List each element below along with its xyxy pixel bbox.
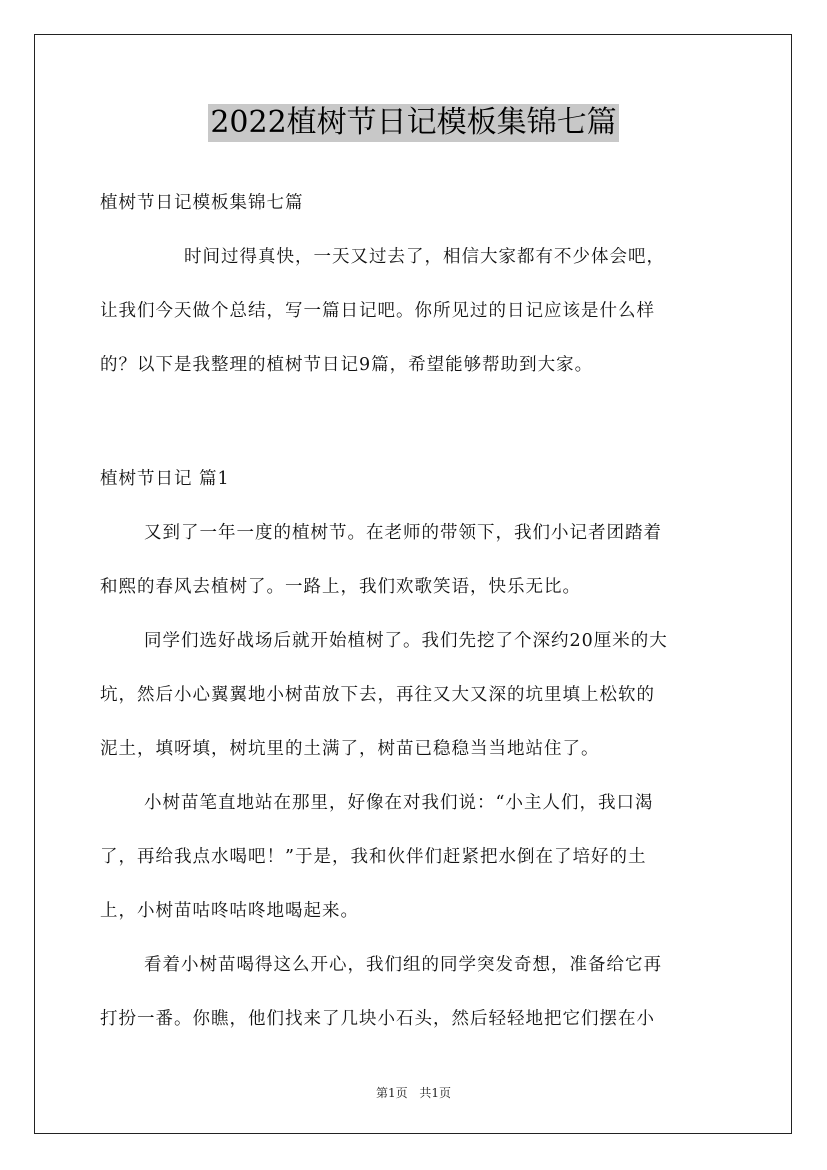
page-total: 共1页 — [419, 1086, 452, 1100]
document-subtitle: 植树节日记模板集锦七篇 — [100, 193, 304, 213]
section-heading: 植树节日记 篇1 — [100, 469, 230, 489]
spacer — [100, 392, 728, 452]
paragraph-line: 又到了一年一度的植树节。在老师的带领下，我们小记者团踏着 — [144, 523, 662, 543]
paragraph-line: 看着小树苗喝得这么开心，我们组的同学突发奇想，准备给它再 — [144, 955, 662, 975]
paragraph-line: 打扮一番。你瞧，他们找来了几块小石头，然后轻轻地把它们摆在小 — [100, 1009, 655, 1029]
intro-line: 时间过得真快，一天又过去了，相信大家都有不少体会吧， — [184, 247, 665, 267]
intro-line: 的？以下是我整理的植树节日记9篇，希望能够帮助到大家。 — [100, 355, 594, 375]
intro-line: 让我们今天做个总结，写一篇日记吧。你所见过的日记应该是什么样 — [100, 301, 655, 321]
paragraph-line: 同学们选好战场后就开始植树了。我们先挖了个深约20厘米的大 — [144, 631, 668, 651]
paragraph-line: 泥土，填呀填，树坑里的土满了，树苗已稳稳当当地站住了。 — [100, 739, 600, 759]
page-number: 第1页 — [375, 1086, 408, 1100]
document-body — [100, 176, 728, 1046]
document-title: 2022植树节日记模板集锦七篇 — [210, 105, 617, 140]
paragraph-line: 和熙的春风去植树了。一路上，我们欢歌笑语，快乐无比。 — [100, 577, 581, 597]
page-footer — [0, 1084, 827, 1101]
paragraph-line: 了，再给我点水喝吧！”于是，我和伙伴们赶紧把水倒在了培好的土 — [100, 847, 647, 867]
paragraph-line: 小树苗笔直地站在那里，好像在对我们说：“小主人们，我口渴 — [144, 793, 654, 813]
paragraph-line: 坑，然后小心翼翼地小树苗放下去，再往又大又深的坑里填上松软的 — [100, 685, 655, 705]
paragraph-line: 上，小树苗咕咚咕咚地喝起来。 — [100, 901, 359, 921]
title-wrap — [0, 104, 827, 142]
